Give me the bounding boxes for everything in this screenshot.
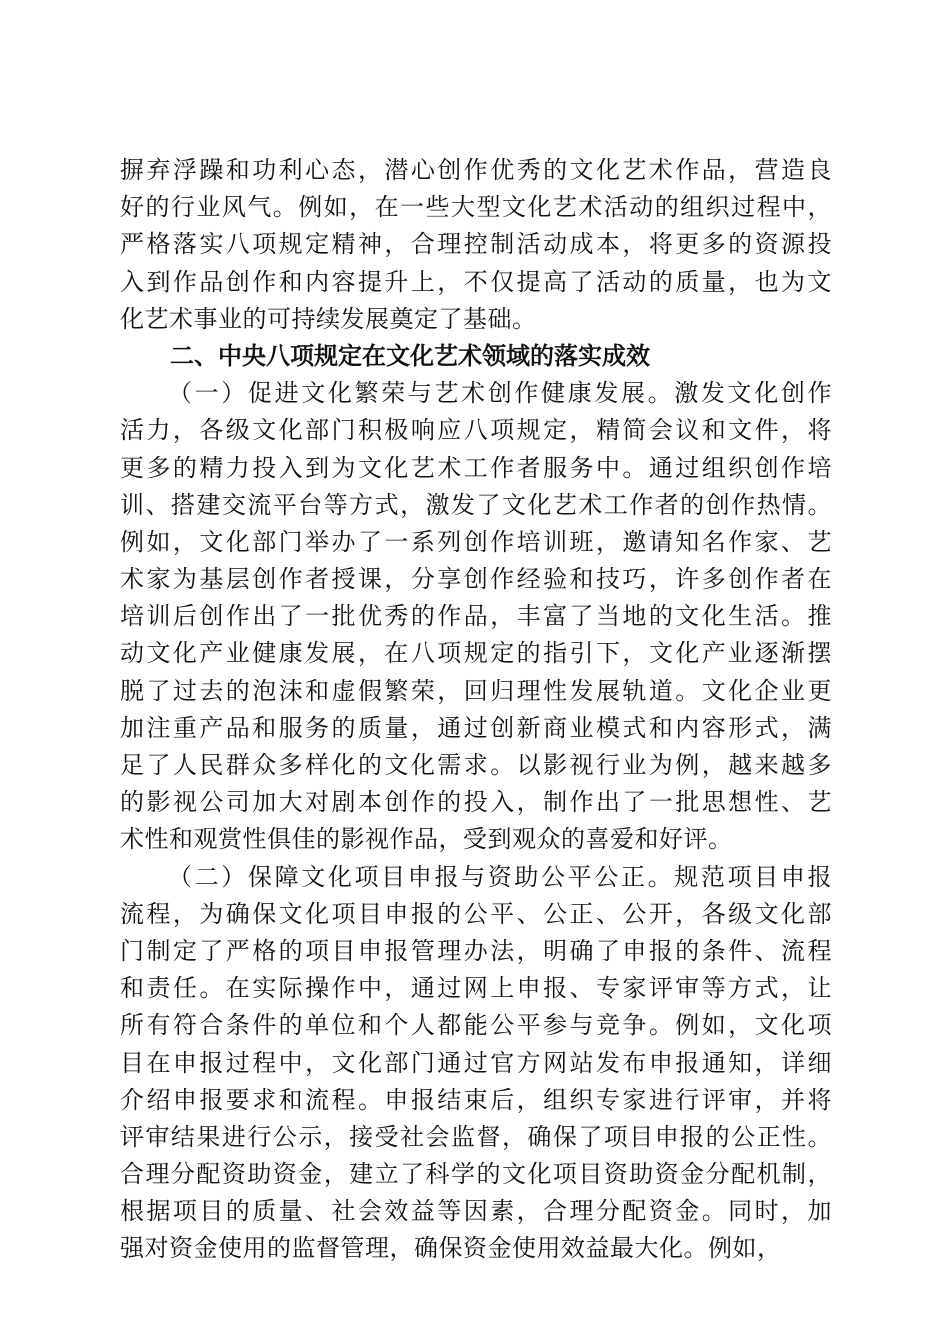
body-line: 活力，各级文化部门积极响应八项规定，精简会议和文件，将	[120, 416, 832, 445]
body-line: 目在申报过程中，文化部门通过官方网站发布申报通知，详细	[120, 1048, 832, 1077]
body-line: 严格落实八项规定精神，合理控制活动成本，将更多的资源投	[120, 230, 832, 259]
body-line: 入到作品创作和内容提升上，不仅提高了活动的质量，也为文	[120, 267, 832, 296]
body-line: 训、搭建交流平台等方式，激发了文化艺术工作者的创作热情。	[120, 490, 832, 519]
document-page	[120, 152, 832, 1268]
body-line: 摒弃浮躁和功利心态，潜心创作优秀的文化艺术作品，营造良	[120, 156, 832, 184]
body-line: 术家为基层创作者授课，分享创作经验和技巧，许多创作者在	[120, 565, 832, 594]
body-line: 好的行业风气。例如，在一些大型文化艺术活动的组织过程中，	[120, 193, 832, 222]
paragraph-first-line: （二）保障文化项目申报与资助公平公正。规范项目申报	[168, 862, 832, 891]
body-line: 强对资金使用的监督管理，确保资金使用效益最大化。例如，	[120, 1234, 782, 1263]
body-line: 动文化产业健康发展，在八项规定的指引下，文化产业逐渐摆	[120, 639, 832, 668]
body-line: 根据项目的质量、社会效益等因素，合理分配资金。同时，加	[120, 1197, 832, 1226]
body-line: 化艺术事业的可持续发展奠定了基础。	[120, 304, 537, 333]
body-line: 评审结果进行公示，接受社会监督，确保了项目申报的公正性。	[120, 1122, 832, 1151]
body-line: 和责任。在实际操作中，通过网上申报、专家评审等方式，让	[120, 974, 832, 1003]
body-line: 脱了过去的泡沫和虚假繁荣，回归理性发展轨道。文化企业更	[120, 676, 832, 705]
body-line: 培训后创作出了一批优秀的作品，丰富了当地的文化生活。推	[120, 602, 832, 631]
body-line: 介绍申报要求和流程。申报结束后，组织专家进行评审，并将	[120, 1085, 832, 1114]
paragraph-first-line: （一）促进文化繁荣与艺术创作健康发展。激发文化创作	[168, 379, 832, 408]
body-line: 术性和观赏性俱佳的影视作品，受到观众的喜爱和好评。	[120, 825, 733, 854]
body-line: 的影视公司加大对剧本创作的投入，制作出了一批思想性、艺	[120, 788, 832, 817]
body-line: 加注重产品和服务的质量，通过创新商业模式和内容形式，满	[120, 713, 832, 742]
body-line: 更多的精力投入到为文化艺术工作者服务中。通过组织创作培	[120, 453, 832, 482]
body-line: 足了人民群众多样化的文化需求。以影视行业为例，越来越多	[120, 751, 832, 779]
body-line: 流程，为确保文化项目申报的公平、公正、公开，各级文化部	[120, 899, 832, 928]
section-heading: 二、中央八项规定在文化艺术领域的落实成效	[170, 341, 650, 370]
body-line: 所有符合条件的单位和个人都能公平参与竞争。例如，文化项	[120, 1011, 832, 1040]
body-line: 合理分配资助资金，建立了科学的文化项目资助资金分配机制，	[120, 1160, 832, 1189]
body-line: 门制定了严格的项目申报管理办法，明确了申报的条件、流程	[120, 936, 832, 965]
body-line: 例如，文化部门举办了一系列创作培训班，邀请知名作家、艺	[120, 527, 832, 556]
